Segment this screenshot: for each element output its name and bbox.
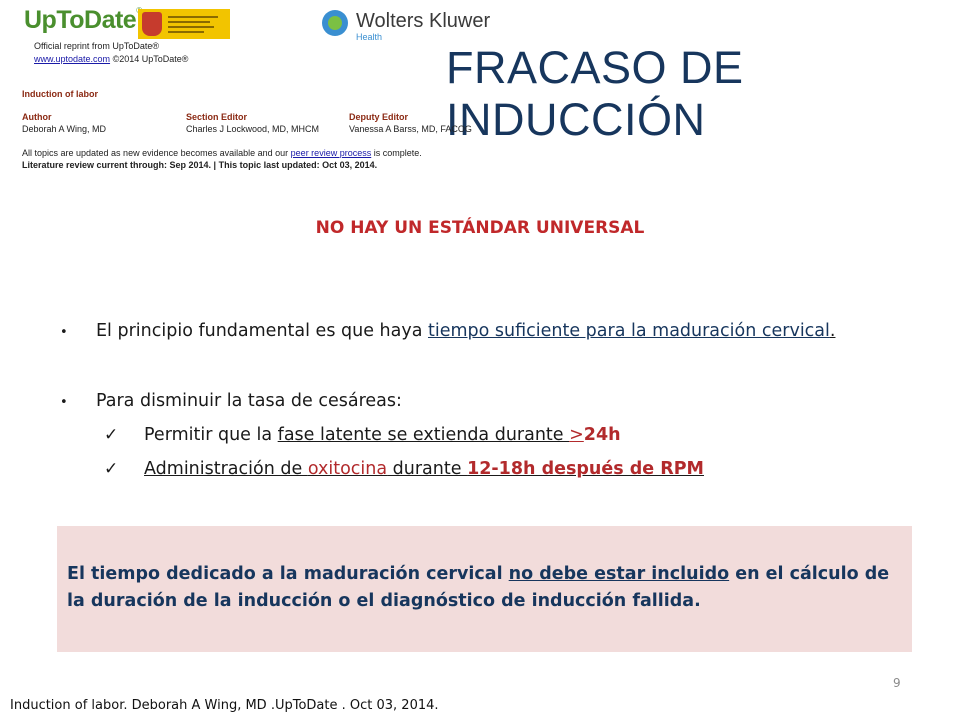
deputy-editor-name: Vanessa A Barss, MD, FACOG <box>349 124 472 134</box>
wolters-kluwer-logo <box>322 10 490 42</box>
crest-icon <box>142 12 162 36</box>
bullet-item-1 <box>60 321 835 341</box>
bullet-1-underlined: tiempo suficiente para la maduración cervical <box>428 321 830 341</box>
callout-c: en el cálculo de la duración de la inducción o el diagnóstico de inducción fallida. <box>67 564 890 611</box>
peer-review-link[interactable]: peer review process <box>290 148 372 158</box>
check-2-a: Administración de <box>144 459 308 479</box>
callout-box <box>57 526 912 652</box>
reprint-notice <box>34 40 188 66</box>
callout-b: no debe estar incluido <box>508 564 730 584</box>
bullet-item-2 <box>60 391 402 411</box>
slide-title: FRACASO DE INDUCCIÓN <box>446 42 744 145</box>
bullet-1-end: . <box>829 321 836 341</box>
check-item-1 <box>104 425 621 445</box>
deputy-editor-block <box>349 111 472 135</box>
uptodate-link[interactable]: www.uptodate.com <box>34 54 111 64</box>
check-1-b: fase latente se extienda durante <box>277 425 570 445</box>
wolters-kluwer-name: Wolters Kluwer <box>356 10 491 32</box>
bullet-icon: • <box>60 395 68 410</box>
check-item-2 <box>104 459 704 479</box>
author-name: Deborah A Wing, MD <box>22 124 107 134</box>
callout-a: El tiempo dedicado a la maduración cervical <box>67 564 509 584</box>
footer-citation: Induction of labor. Deborah A Wing, MD .UpToDate . Oct 03, 2014. <box>10 698 439 713</box>
page-number: 9 <box>893 676 901 690</box>
section-editor-name: Charles J Lockwood, MD, MHCM <box>186 124 320 134</box>
author-role: Author <box>22 112 52 122</box>
update-note <box>22 147 422 171</box>
note-text: All topics are updated as new evidence becomes available and our <box>22 148 291 158</box>
slide-subtitle: NO HAY UN ESTÁNDAR UNIVERSAL <box>315 218 645 238</box>
checkmark-icon: ✓ <box>104 425 119 445</box>
check-1-c: > <box>569 425 584 445</box>
reprint-line: Official reprint from UpToDate® <box>34 41 160 51</box>
wolters-kluwer-globe-icon <box>322 10 348 36</box>
check-2-d: 12-18h después de RPM <box>467 459 704 479</box>
ministry-text-lines <box>168 16 218 33</box>
callout-text <box>67 561 907 615</box>
bullet-2-text: Para disminuir la tasa de cesáreas: <box>96 391 402 411</box>
check-2-b: oxitocina <box>307 459 388 479</box>
deputy-editor-role: Deputy Editor <box>349 112 409 122</box>
bullet-icon: • <box>60 325 68 340</box>
spanish-ministry-logo <box>138 9 230 39</box>
reprint-copyright: ©2014 UpToDate® <box>112 54 189 64</box>
check-2-c: durante <box>387 459 468 479</box>
checkmark-icon: ✓ <box>104 459 119 479</box>
literature-review: Literature review current through: Sep 2014. | This topic last updated: Oct 03, 2014. <box>22 160 378 170</box>
section-editor-role: Section Editor <box>186 112 248 122</box>
section-editor-block <box>186 111 319 135</box>
note-text-end: is complete. <box>371 148 422 158</box>
uptodate-logo <box>24 6 142 35</box>
bullet-1-text: El principio fundamental es que haya <box>96 321 428 341</box>
article-topic: Induction of labor <box>22 89 98 99</box>
author-block <box>22 111 106 135</box>
uptodate-logo-text: UpToDate <box>24 6 137 34</box>
check-1-a: Permitir que la <box>144 425 278 445</box>
check-1-d: 24h <box>583 425 621 445</box>
wolters-kluwer-sub: Health <box>356 32 383 42</box>
